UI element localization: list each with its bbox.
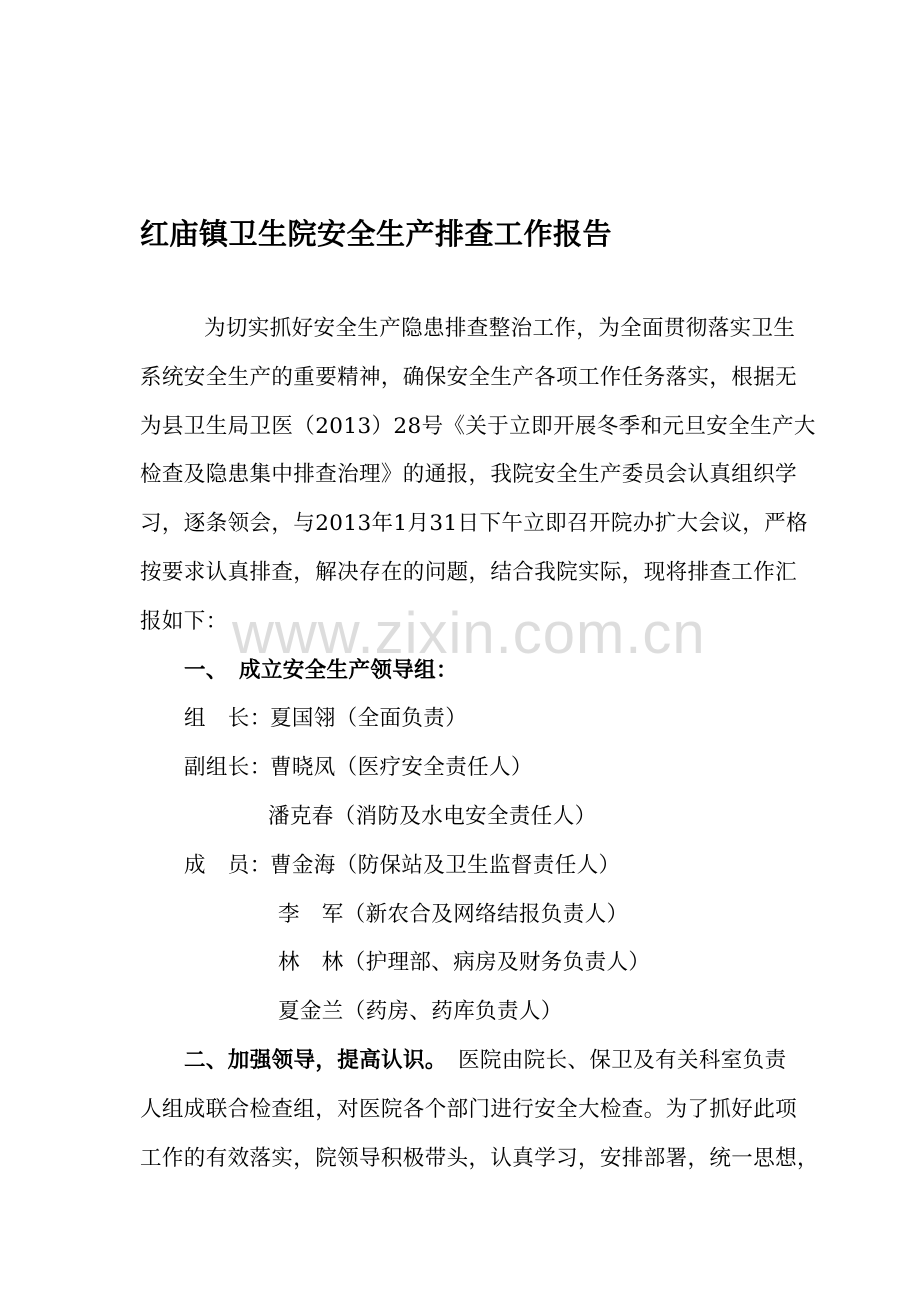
member-row [140, 988, 785, 1037]
member-row [140, 842, 785, 891]
member-name: 夏金兰（药房、药库负责人） [278, 999, 563, 1025]
member-row [140, 939, 785, 988]
section1-heading: 一、 成立安全生产领导组： [184, 657, 458, 683]
section2-line: 工作的有效落实，院领导积极带头，认真学习，安排部署，统一思想， [140, 1145, 819, 1171]
intro-line: 习，逐条领会，与2013年1月31日下午立即召开院办扩大会议，严格 [140, 511, 808, 537]
leader-name: 夏国翎（全面负责） [270, 706, 468, 732]
document-title: 红庙镇卫生院安全生产排查工作报告 [140, 217, 613, 251]
deputy-row [140, 744, 785, 793]
leader-row [140, 695, 785, 744]
watermark: www.zixin.com.cn [232, 601, 706, 666]
deputy-name: 曹晓凤（医疗安全责任人） [270, 755, 533, 781]
leader-role: 组 长： [184, 706, 272, 732]
member-name: 李 军（新农合及网络结报负责人） [278, 901, 629, 927]
deputy-name: 潘克春（消防及水电安全责任人） [268, 803, 597, 829]
section2-line: 人组成联合检查组，对医院各个部门进行安全大检查。为了抓好此项 [140, 1096, 798, 1122]
intro-line: 为切实抓好安全生产隐患排查整治工作，为全面贯彻落实卫生 [204, 316, 796, 341]
member-row [140, 891, 785, 940]
member-name: 曹金海（防保站及卫生监督责任人） [270, 852, 621, 878]
deputy-role: 副组长： [184, 755, 272, 781]
intro-line: 检查及隐患集中排查治理》的通报，我院安全生产委员会认真组织学 [140, 462, 798, 488]
section2-heading: 二、加强领导，提高认识。 [184, 1047, 437, 1073]
intro-line: 为县卫生局卫医（2013）28号《关于立即开展冬季和元旦安全生产大 [140, 413, 816, 439]
member-role: 成 员： [184, 852, 272, 878]
intro-line: 报如下： [140, 608, 228, 634]
intro-line: 系统安全生产的重要精神，确保安全生产各项工作任务落实，根据无 [140, 364, 798, 390]
document-body [140, 305, 819, 1183]
section2-first-line [140, 1037, 785, 1086]
member-name: 林 林（护理部、病房及财务负责人） [278, 950, 651, 976]
deputy-row [140, 793, 785, 842]
section2-text: 医院由院长、保卫及有关科室负责 [436, 1047, 787, 1073]
intro-line: 按要求认真排查，解决存在的问题，结合我院实际，现将排查工作汇 [140, 559, 798, 585]
